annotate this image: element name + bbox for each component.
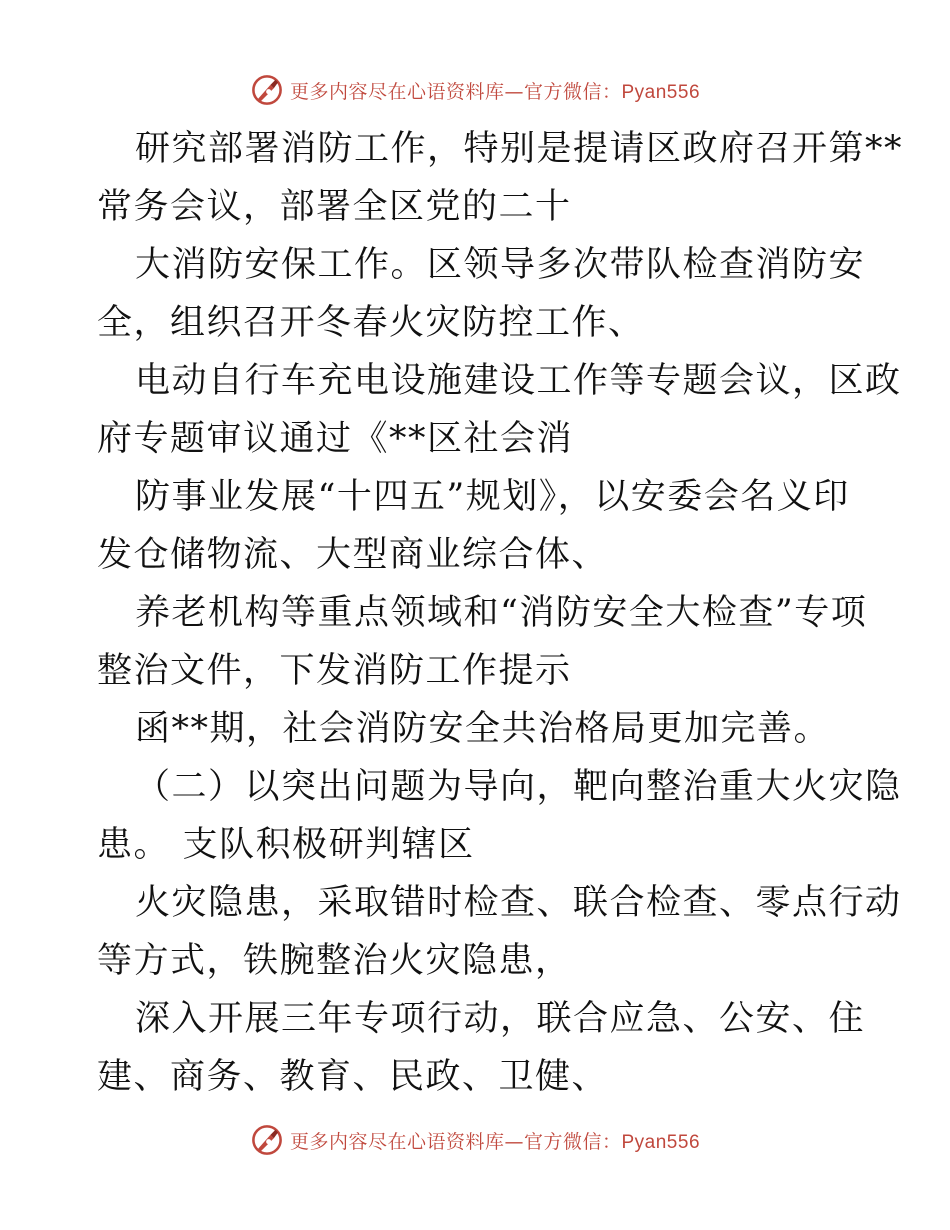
watermark-text: 更多内容尽在心语资料库—官方微信：Pyan556	[289, 80, 701, 103]
watermark-text: 更多内容尽在心语资料库—官方微信：Pyan556	[289, 1130, 701, 1153]
watermark-header	[0, 70, 950, 110]
text-line: 发仓储物流、大型商业综合体、	[97, 535, 609, 575]
text-line: 建、商务、教育、民政、卫健、	[97, 1057, 609, 1097]
text-line: 全，组织召开冬春火灾防控工作、	[97, 303, 645, 343]
pen-logo-icon	[250, 1123, 284, 1157]
text-line: 研究部署消防工作，特别是提请区政府召开第**	[135, 129, 904, 169]
text-line: 函**期，社会消防安全共治格局更加完善。	[135, 709, 831, 749]
text-line: 患。 支队积极研判辖区	[97, 825, 475, 865]
text-line: 府专题审议通过《**区社会消	[97, 419, 574, 459]
text-line: 整治文件，下发消防工作提示	[97, 651, 572, 691]
text-line: 火灾隐患，采取错时检查、联合检查、零点行动	[135, 883, 902, 923]
text-line: 养老机构等重点领域和“消防安全大检查”专项	[135, 593, 868, 633]
text-line: 深入开展三年专项行动，联合应急、公安、住	[135, 999, 866, 1039]
text-line: 电动自行车充电设施建设工作等专题会议，区政	[135, 361, 902, 401]
pen-logo-icon	[250, 73, 284, 107]
text-line: 防事业发展“十四五”规划》，以安委会名义印	[135, 477, 850, 517]
watermark-footer	[0, 1120, 950, 1160]
text-line: 等方式，铁腕整治火灾隐患，	[97, 941, 572, 981]
text-line: 常务会议，部署全区党的二十	[97, 187, 572, 227]
text-line: （二）以突出问题为导向，靶向整治重大火灾隐	[135, 767, 902, 807]
text-line: 大消防安保工作。区领导多次带队检查消防安	[135, 245, 866, 285]
document-body	[97, 120, 904, 1106]
